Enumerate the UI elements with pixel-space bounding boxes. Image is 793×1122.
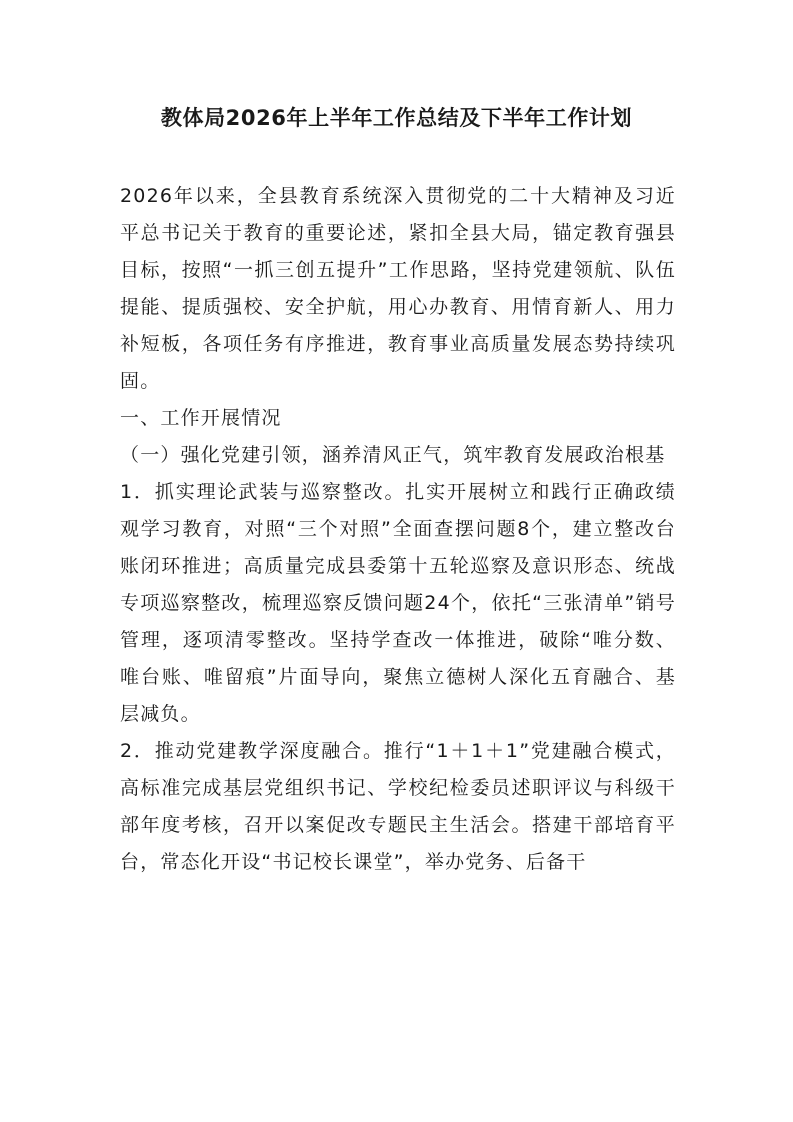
item-paragraph-2: 2．推动党建教学深度融合。推行“1＋1＋1”党建融合模式，高标准完成基层党组织书记、学校纪检委员述职评议与科级干部年度考核，召开以案促改专题民主生活会。搭建干部培育平台，常态化开设“书记校长课堂”，举办党务、后备干: [120, 740, 676, 873]
subsection-heading: （一）强化党建引领，涵养清风正气，筑牢教育发展政治根基: [120, 444, 666, 466]
item-paragraph-1: 1．抓实理论武装与巡察整改。扎实开展树立和践行正确政绩观学习教育，对照“三个对照”全面查摆问题8个，建立整改台账闭环推进；高质量完成县委第十五轮巡察及意识形态、统战专项巡察整改，梳理巡察反馈问题24个，依托“三张清单”销号管理，逐项清零整改。坚持学查改一体推进，破除“唯分数、唯台账、唯留痕”片面导向，聚焦立德树人深化五育融合、基层减负。: [120, 481, 676, 725]
document-body: [120, 178, 676, 881]
section-heading: 一、工作开展情况: [120, 407, 282, 429]
intro-paragraph: 2026年以来，全县教育系统深入贯彻党的二十大精神及习近平总书记关于教育的重要论述，紧扣全县大局，锚定教育强县目标，按照“一抓三创五提升”工作思路，坚持党建领航、队伍提能、提质强校、安全护航，用心办教育、用情育新人、用力补短板，各项任务有序推进，教育事业高质量发展态势持续巩固。: [120, 185, 676, 392]
document-title: 教体局2026年上半年工作总结及下半年工作计划: [160, 106, 633, 130]
